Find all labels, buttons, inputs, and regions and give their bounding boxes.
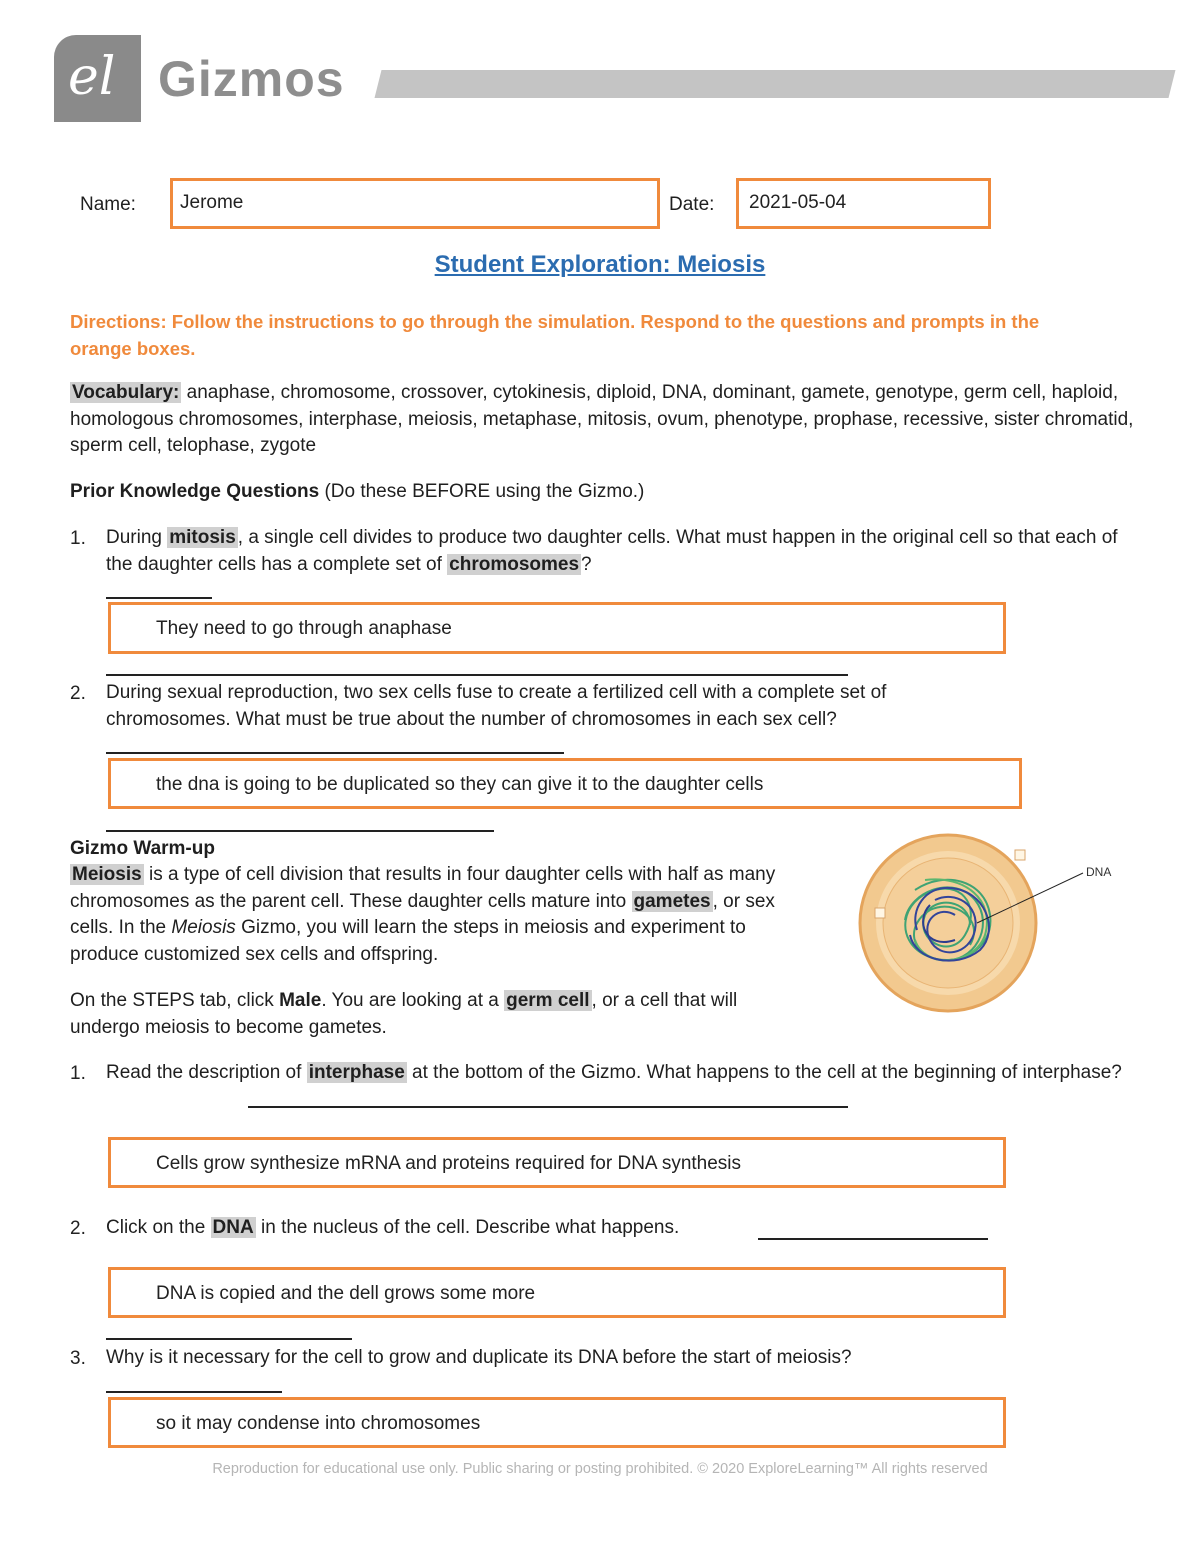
answer-blank	[106, 830, 494, 832]
warmup-q1-part1: Read the description of	[106, 1062, 307, 1083]
warmup-q3-answer: so it may condense into chromosomes	[156, 1413, 481, 1434]
answer-blank	[248, 1106, 848, 1108]
term-germ-cell: germ cell	[506, 990, 590, 1011]
pk-q1-answer: They need to go through anaphase	[156, 618, 452, 639]
date-label: Date:	[669, 194, 715, 215]
warmup-q1-answer-box[interactable]	[108, 1137, 1006, 1188]
organelle	[875, 908, 885, 918]
organelle	[1015, 850, 1025, 860]
name-value: Jerome	[180, 192, 244, 213]
pk-q2-number: 2.	[70, 683, 86, 704]
warmup-heading: Gizmo Warm-up	[70, 838, 215, 859]
warmup-q2-answer: DNA is copied and the dell grows some more	[156, 1283, 536, 1304]
page-title: Student Exploration: Meiosis	[434, 251, 766, 278]
logo-mark: el	[68, 47, 116, 107]
warmup-p2-bold: Male	[279, 990, 322, 1011]
warmup-p1c: Gizmo, you will learn the steps in meiosis and experiment to produce customized sex cells and offspring.	[70, 917, 746, 965]
name-label: Name:	[80, 194, 136, 215]
warmup-p1b: , or sex cells. In the	[70, 890, 775, 938]
pk-q2-answer-box[interactable]	[108, 758, 1022, 809]
footer-notice: Reproduction for educational use only. Public sharing or posting prohibited. © 2020 ExploreLearning™ All rights reserved	[212, 1461, 988, 1477]
brand-name: Gizmos	[158, 51, 345, 107]
warmup-paragraph-2	[70, 988, 770, 1041]
directions: Directions: Follow the instructions to go through the simulation. Respond to the questions and prompts in the orange boxes.	[70, 311, 1040, 359]
cell-illustration	[855, 820, 1125, 1020]
term-dna: DNA	[212, 1217, 254, 1238]
warmup-q2-text	[106, 1215, 786, 1242]
answer-blank	[106, 1338, 352, 1340]
warmup-p1a: is a type of cell division that results in four daughter cells with half as many chromosomes as the parent cell. These daughter cells mature into	[70, 864, 776, 912]
pk-q1-text	[106, 525, 1126, 578]
warmup-paragraph-1	[70, 862, 800, 968]
answer-blank	[106, 674, 848, 676]
prior-heading-text: Prior Knowledge Questions	[70, 481, 320, 502]
pk-q1-part1: During	[106, 527, 168, 548]
pk-q2-answer: the dna is going to be duplicated so they can give it to the daughter cells	[156, 774, 764, 795]
warmup-q3-text: Why is it necessary for the cell to grow and duplicate its DNA before the start of meiosis?	[106, 1347, 852, 1368]
warmup-q2-number: 2.	[70, 1218, 86, 1239]
vocabulary-terms: anaphase, chromosome, crossover, cytokinesis, diploid, DNA, dominant, gamete, genotype, germ cell, haploid, homologous chromosomes, interphase, meiosis, metaphase, mitosis, ovum, phenotype, prophase, recessive, sister chromatid, sperm cell, telophase, zygote	[70, 382, 1134, 456]
warmup-q2-part2: in the nucleus of the cell. Describe what happens.	[255, 1217, 680, 1238]
answer-blank	[106, 597, 212, 599]
pk-q1-part2: , a single cell divides to produce two daughter cells. What must happen in the original cell so that each of the daughter cells has a complete set of	[106, 527, 1118, 575]
answer-blank	[758, 1238, 988, 1240]
warmup-q1-text	[106, 1060, 1126, 1087]
warmup-q2-part1: Click on the	[106, 1217, 211, 1238]
term-chromosomes: chromosomes	[449, 553, 580, 575]
name-field[interactable]	[170, 178, 660, 229]
vocabulary	[70, 380, 1140, 460]
warmup-p2b: . You are looking at a	[321, 990, 505, 1011]
dna-label: DNA	[1086, 865, 1112, 879]
logo-badge	[54, 35, 141, 122]
term-mitosis: mitosis	[169, 527, 236, 548]
warmup-q1-answer: Cells grow synthesize mRNA and proteins required for DNA synthesis	[156, 1153, 742, 1174]
vocabulary-label: Vocabulary:	[72, 382, 180, 403]
term-gametes: gametes	[633, 890, 711, 912]
prior-knowledge-heading	[70, 479, 644, 506]
date-value: 2021-05-04	[749, 192, 847, 213]
date-field[interactable]	[736, 178, 991, 229]
answer-blank	[106, 752, 564, 754]
warmup-p1-italic: Meiosis	[171, 917, 236, 938]
pk-q1-answer-box[interactable]	[108, 602, 1006, 654]
header-bar	[375, 70, 1176, 98]
term-interphase: interphase	[308, 1062, 405, 1083]
pk-q2-text: During sexual reproduction, two sex cells fuse to create a fertilized cell with a complete set of chromosomes. What must be true about the number of chromosomes in each sex cell?	[106, 682, 887, 730]
warmup-q2-answer-box[interactable]	[108, 1267, 1006, 1318]
warmup-q3-answer-box[interactable]	[108, 1397, 1006, 1448]
warmup-q1-part2: at the bottom of the Gizmo. What happens to the cell at the beginning of interphase?	[406, 1062, 1122, 1083]
warmup-q1-number: 1.	[70, 1063, 86, 1084]
prior-heading-note: (Do these BEFORE using the Gizmo.)	[324, 481, 645, 502]
term-meiosis: Meiosis	[72, 864, 142, 885]
pk-q1-part3: ?	[581, 553, 592, 575]
warmup-q3-number: 3.	[70, 1348, 86, 1369]
answer-blank	[106, 1391, 282, 1393]
warmup-p2c: , or a cell that will undergo meiosis to become gametes.	[70, 990, 738, 1038]
warmup-p2a: On the STEPS tab, click	[70, 990, 280, 1011]
pk-q1-number: 1.	[70, 528, 86, 549]
